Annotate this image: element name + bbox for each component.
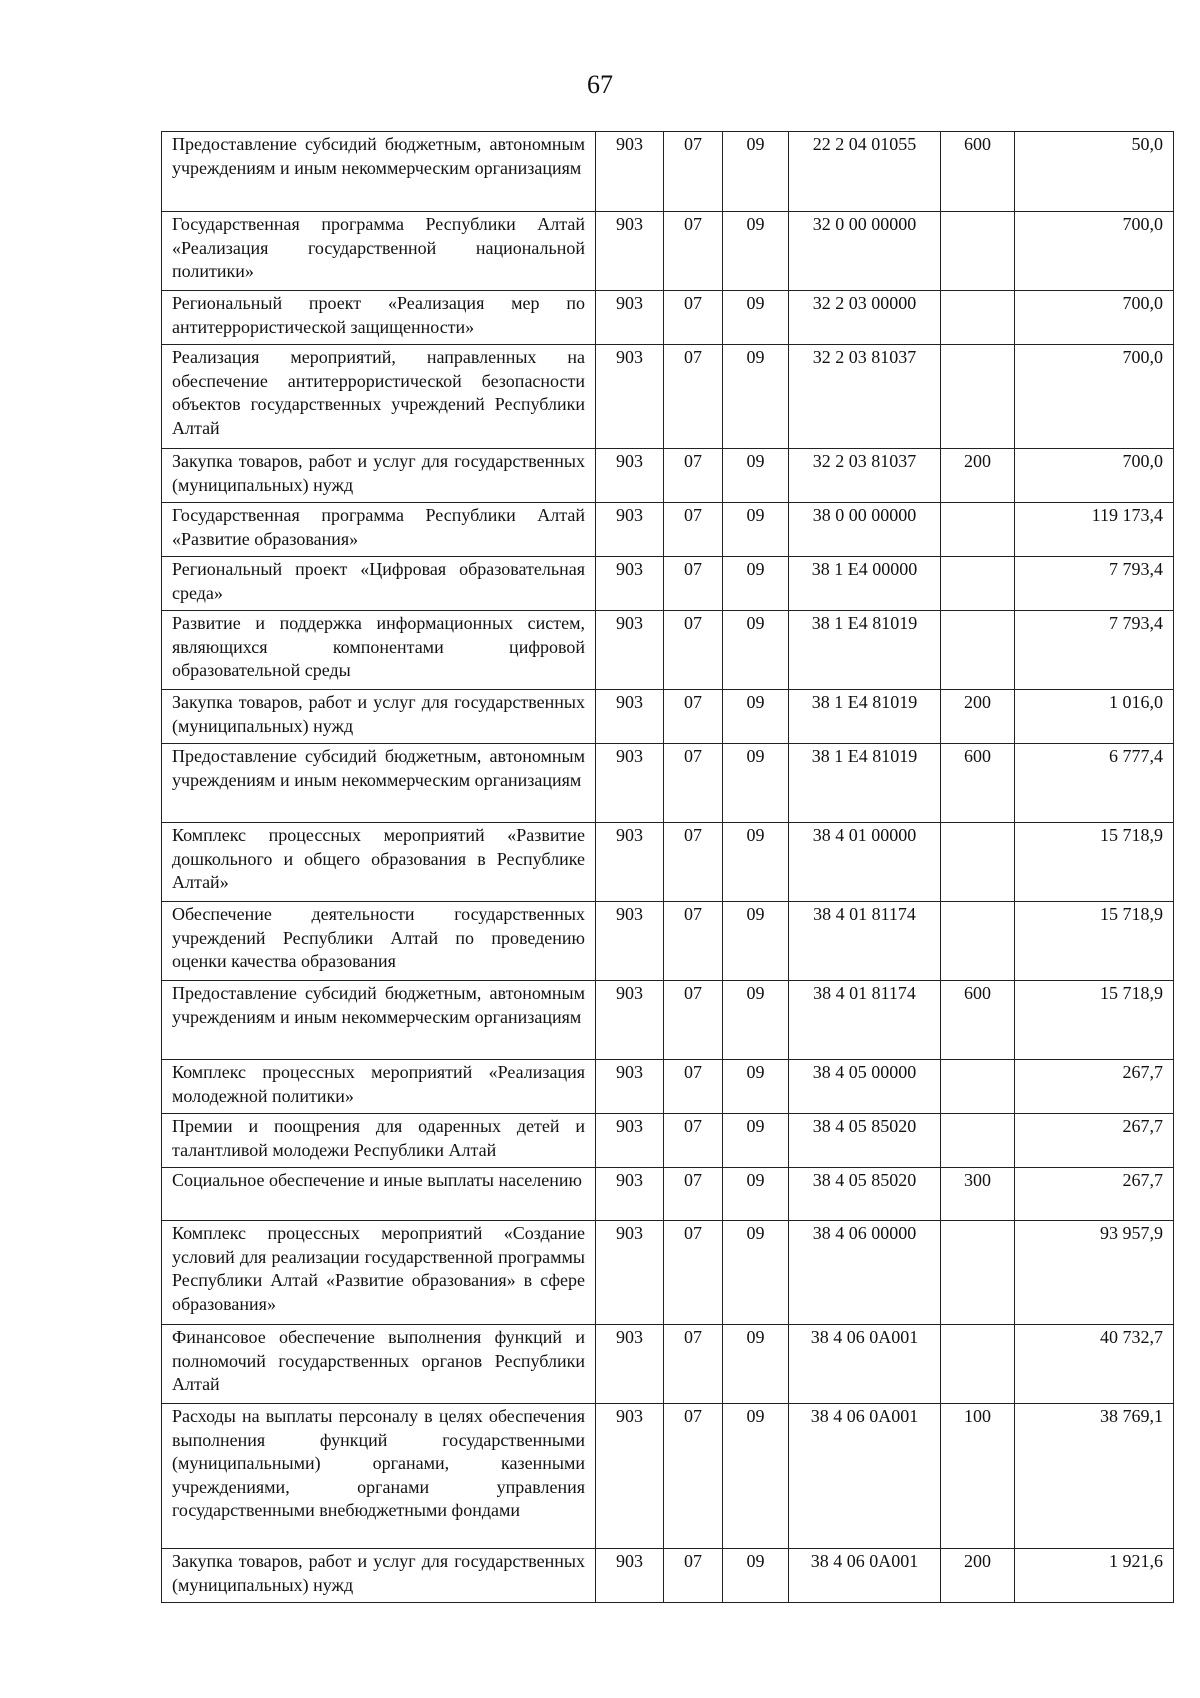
row-name: Закупка товаров, работ и услуг для государственных (муниципальных) нужд — [162, 1549, 596, 1603]
row-ved-code: 903 — [596, 823, 664, 902]
row-ved-code: 903 — [596, 981, 664, 1060]
row-subsection-code: 09 — [723, 212, 789, 291]
row-name: Предоставление субсидий бюджетным, автономным учреждениям и иным некоммерческим организациям — [162, 744, 596, 823]
row-amount: 700,0 — [1015, 345, 1174, 449]
row-amount: 38 769,1 — [1015, 1404, 1174, 1549]
row-amount: 93 957,9 — [1015, 1221, 1174, 1325]
row-section-code: 07 — [664, 690, 723, 744]
row-name: Региональный проект «Цифровая образовательная среда» — [162, 557, 596, 611]
table-row — [162, 611, 1174, 690]
row-expense-type — [941, 1325, 1015, 1404]
table-row — [162, 1549, 1174, 1603]
table-row — [162, 449, 1174, 503]
table-row — [162, 1221, 1174, 1325]
row-name: Финансовое обеспечение выполнения функций и полномочий государственных органов Республики Алтай — [162, 1325, 596, 1404]
table-row — [162, 345, 1174, 449]
row-amount: 7 793,4 — [1015, 611, 1174, 690]
row-amount: 1 921,6 — [1015, 1549, 1174, 1603]
row-expense-type — [941, 902, 1015, 981]
row-name: Государственная программа Республики Алтай «Реализация государственной национальной политики» — [162, 212, 596, 291]
row-subsection-code: 09 — [723, 291, 789, 345]
row-section-code: 07 — [664, 345, 723, 449]
row-ved-code: 903 — [596, 1221, 664, 1325]
row-target-article: 38 4 06 0A001 — [789, 1549, 941, 1603]
table-row — [162, 503, 1174, 557]
row-subsection-code: 09 — [723, 1168, 789, 1221]
table-row — [162, 291, 1174, 345]
row-name: Закупка товаров, работ и услуг для государственных (муниципальных) нужд — [162, 690, 596, 744]
row-section-code: 07 — [664, 557, 723, 611]
row-section-code: 07 — [664, 212, 723, 291]
row-section-code: 07 — [664, 291, 723, 345]
row-target-article: 38 4 01 81174 — [789, 902, 941, 981]
row-expense-type: 300 — [941, 1168, 1015, 1221]
row-target-article: 38 4 06 0A001 — [789, 1404, 941, 1549]
row-subsection-code: 09 — [723, 132, 789, 212]
row-target-article: 38 4 01 81174 — [789, 981, 941, 1060]
row-subsection-code: 09 — [723, 690, 789, 744]
row-target-article: 32 2 03 81037 — [789, 449, 941, 503]
row-target-article: 32 2 03 00000 — [789, 291, 941, 345]
row-name: Социальное обеспечение и иные выплаты населению — [162, 1168, 596, 1221]
table-row — [162, 1168, 1174, 1221]
row-subsection-code: 09 — [723, 902, 789, 981]
page-number: 67 — [587, 70, 613, 99]
row-amount: 1 016,0 — [1015, 690, 1174, 744]
row-amount: 15 718,9 — [1015, 823, 1174, 902]
row-amount: 700,0 — [1015, 212, 1174, 291]
row-name: Комплекс процессных мероприятий «Развитие дошкольного и общего образования в Республике Алтай» — [162, 823, 596, 902]
table-row — [162, 981, 1174, 1060]
row-target-article: 38 4 06 0A001 — [789, 1325, 941, 1404]
table-row — [162, 132, 1174, 212]
row-section-code: 07 — [664, 1168, 723, 1221]
row-ved-code: 903 — [596, 1404, 664, 1549]
row-name: Предоставление субсидий бюджетным, автономным учреждениям и иным некоммерческим организациям — [162, 981, 596, 1060]
table-row — [162, 690, 1174, 744]
row-expense-type — [941, 503, 1015, 557]
row-section-code: 07 — [664, 823, 723, 902]
row-expense-type — [941, 823, 1015, 902]
row-name: Развитие и поддержка информационных систем, являющихся компонентами цифровой образовательной среды — [162, 611, 596, 690]
row-subsection-code: 09 — [723, 1549, 789, 1603]
row-subsection-code: 09 — [723, 345, 789, 449]
row-target-article: 38 1 E4 81019 — [789, 690, 941, 744]
row-amount: 267,7 — [1015, 1060, 1174, 1114]
row-ved-code: 903 — [596, 503, 664, 557]
row-section-code: 07 — [664, 902, 723, 981]
row-section-code: 07 — [664, 981, 723, 1060]
row-section-code: 07 — [664, 1060, 723, 1114]
row-section-code: 07 — [664, 1325, 723, 1404]
row-expense-type: 200 — [941, 449, 1015, 503]
row-section-code: 07 — [664, 611, 723, 690]
row-expense-type — [941, 611, 1015, 690]
row-ved-code: 903 — [596, 1060, 664, 1114]
row-expense-type — [941, 1060, 1015, 1114]
row-target-article: 32 0 00 00000 — [789, 212, 941, 291]
row-expense-type — [941, 1114, 1015, 1168]
row-subsection-code: 09 — [723, 823, 789, 902]
row-section-code: 07 — [664, 1549, 723, 1603]
row-expense-type — [941, 345, 1015, 449]
row-amount: 267,7 — [1015, 1168, 1174, 1221]
row-ved-code: 903 — [596, 345, 664, 449]
row-expense-type: 200 — [941, 690, 1015, 744]
row-name: Предоставление субсидий бюджетным, автономным учреждениям и иным некоммерческим организациям — [162, 132, 596, 212]
row-ved-code: 903 — [596, 611, 664, 690]
row-expense-type: 200 — [941, 1549, 1015, 1603]
row-amount: 40 732,7 — [1015, 1325, 1174, 1404]
row-name: Реализация мероприятий, направленных на обеспечение антитеррористической безопасности объектов государственных учреждений Республики Алтай — [162, 345, 596, 449]
row-expense-type: 600 — [941, 981, 1015, 1060]
row-name: Комплекс процессных мероприятий «Создание условий для реализации государственной программы Республики Алтай «Развитие образования» в сфере образования» — [162, 1221, 596, 1325]
row-subsection-code: 09 — [723, 611, 789, 690]
table-row — [162, 1404, 1174, 1549]
row-target-article: 38 1 E4 81019 — [789, 744, 941, 823]
budget-table — [161, 131, 1174, 1603]
row-amount: 15 718,9 — [1015, 981, 1174, 1060]
row-ved-code: 903 — [596, 1114, 664, 1168]
row-expense-type — [941, 557, 1015, 611]
row-ved-code: 903 — [596, 557, 664, 611]
row-ved-code: 903 — [596, 1325, 664, 1404]
row-target-article: 38 4 05 85020 — [789, 1168, 941, 1221]
row-target-article: 38 4 01 00000 — [789, 823, 941, 902]
row-target-article: 38 1 E4 81019 — [789, 611, 941, 690]
row-expense-type — [941, 291, 1015, 345]
row-section-code: 07 — [664, 1404, 723, 1549]
row-name: Комплекс процессных мероприятий «Реализация молодежной политики» — [162, 1060, 596, 1114]
row-ved-code: 903 — [596, 449, 664, 503]
row-section-code: 07 — [664, 744, 723, 823]
row-subsection-code: 09 — [723, 744, 789, 823]
row-target-article: 38 1 E4 00000 — [789, 557, 941, 611]
row-ved-code: 903 — [596, 690, 664, 744]
row-subsection-code: 09 — [723, 503, 789, 557]
table-row — [162, 902, 1174, 981]
row-ved-code: 903 — [596, 212, 664, 291]
row-target-article: 38 0 00 00000 — [789, 503, 941, 557]
row-name: Региональный проект «Реализация мер по антитеррористической защищенности» — [162, 291, 596, 345]
table-row — [162, 744, 1174, 823]
row-subsection-code: 09 — [723, 1060, 789, 1114]
table-row — [162, 557, 1174, 611]
row-amount: 50,0 — [1015, 132, 1174, 212]
row-ved-code: 903 — [596, 1549, 664, 1603]
row-ved-code: 903 — [596, 744, 664, 823]
row-amount: 700,0 — [1015, 291, 1174, 345]
row-subsection-code: 09 — [723, 1114, 789, 1168]
row-expense-type — [941, 1221, 1015, 1325]
row-section-code: 07 — [664, 503, 723, 557]
row-subsection-code: 09 — [723, 1221, 789, 1325]
row-name: Обеспечение деятельности государственных учреждений Республики Алтай по проведению оценки качества образования — [162, 902, 596, 981]
row-target-article: 38 4 05 85020 — [789, 1114, 941, 1168]
table-row — [162, 823, 1174, 902]
row-name: Премии и поощрения для одаренных детей и талантливой молодежи Республики Алтай — [162, 1114, 596, 1168]
row-amount: 7 793,4 — [1015, 557, 1174, 611]
row-target-article: 22 2 04 01055 — [789, 132, 941, 212]
row-target-article: 38 4 06 00000 — [789, 1221, 941, 1325]
row-ved-code: 903 — [596, 1168, 664, 1221]
row-ved-code: 903 — [596, 902, 664, 981]
table-body — [162, 132, 1174, 1603]
row-subsection-code: 09 — [723, 1325, 789, 1404]
row-section-code: 07 — [664, 1221, 723, 1325]
table-row — [162, 1325, 1174, 1404]
row-target-article: 38 4 05 00000 — [789, 1060, 941, 1114]
row-name: Закупка товаров, работ и услуг для государственных (муниципальных) нужд — [162, 449, 596, 503]
row-subsection-code: 09 — [723, 1404, 789, 1549]
row-amount: 700,0 — [1015, 449, 1174, 503]
row-amount: 15 718,9 — [1015, 902, 1174, 981]
row-expense-type: 600 — [941, 744, 1015, 823]
row-ved-code: 903 — [596, 132, 664, 212]
row-name: Государственная программа Республики Алтай «Развитие образования» — [162, 503, 596, 557]
row-section-code: 07 — [664, 449, 723, 503]
row-expense-type: 600 — [941, 132, 1015, 212]
row-subsection-code: 09 — [723, 557, 789, 611]
row-subsection-code: 09 — [723, 981, 789, 1060]
row-section-code: 07 — [664, 1114, 723, 1168]
row-expense-type: 100 — [941, 1404, 1015, 1549]
row-subsection-code: 09 — [723, 449, 789, 503]
row-name: Расходы на выплаты персоналу в целях обеспечения выполнения функций государственными (муниципальными) органами, казенными учреждениями, органами управления государственными внебюджетными фондами — [162, 1404, 596, 1549]
table-row — [162, 1060, 1174, 1114]
table-row — [162, 212, 1174, 291]
row-target-article: 32 2 03 81037 — [789, 345, 941, 449]
row-section-code: 07 — [664, 132, 723, 212]
table-row — [162, 1114, 1174, 1168]
row-expense-type — [941, 212, 1015, 291]
row-amount: 267,7 — [1015, 1114, 1174, 1168]
row-ved-code: 903 — [596, 291, 664, 345]
row-amount: 6 777,4 — [1015, 744, 1174, 823]
row-amount: 119 173,4 — [1015, 503, 1174, 557]
